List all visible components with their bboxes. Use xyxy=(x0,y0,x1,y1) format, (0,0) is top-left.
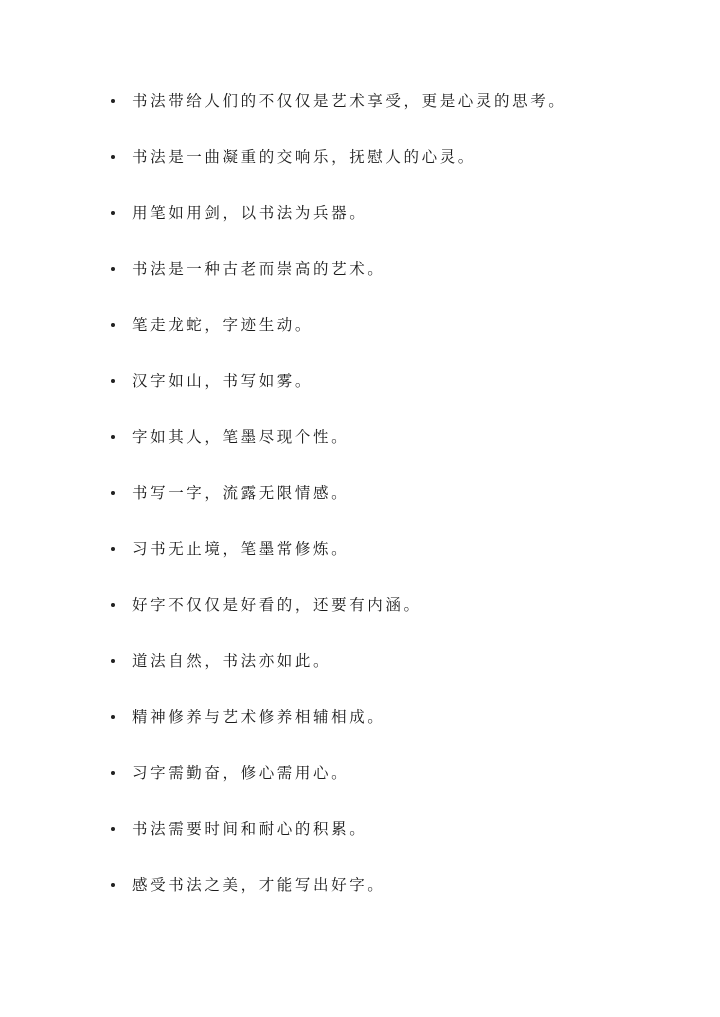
bullet-icon xyxy=(111,659,115,663)
list-item-text: 习书无止境，笔墨常修炼。 xyxy=(132,540,350,558)
list-item-text: 用笔如用剑，以书法为兵器。 xyxy=(132,204,368,222)
list-item xyxy=(0,759,720,789)
list-item xyxy=(0,479,720,509)
list-item-text: 感受书法之美，才能写出好字。 xyxy=(132,876,386,894)
list-item xyxy=(0,199,720,229)
list-item xyxy=(0,535,720,565)
bullet-icon xyxy=(111,211,115,215)
bullet-icon xyxy=(111,827,115,831)
list-item xyxy=(0,143,720,173)
bullet-icon xyxy=(111,155,115,159)
list-item-text: 书法是一种古老而崇高的艺术。 xyxy=(132,260,386,278)
list-item xyxy=(0,703,720,733)
list-item-text: 习字需勤奋，修心需用心。 xyxy=(132,764,350,782)
list-item-text: 书法是一曲凝重的交响乐，抚慰人的心灵。 xyxy=(132,148,476,166)
list-item-text: 笔走龙蛇，字迹生动。 xyxy=(132,316,314,334)
bullet-icon xyxy=(111,435,115,439)
list-item-text: 好字不仅仅是好看的，还要有内涵。 xyxy=(132,596,422,614)
bullet-icon xyxy=(111,603,115,607)
bullet-icon xyxy=(111,491,115,495)
list-item-text: 书法需要时间和耐心的积累。 xyxy=(132,820,368,838)
bullet-icon xyxy=(111,771,115,775)
list-item xyxy=(0,647,720,677)
list-item-text: 精神修养与艺术修养相辅相成。 xyxy=(132,708,386,726)
bullet-icon xyxy=(111,883,115,887)
list-item-text: 书法带给人们的不仅仅是艺术享受，更是心灵的思考。 xyxy=(132,92,567,110)
list-item-text: 书写一字，流露无限情感。 xyxy=(132,484,350,502)
bullet-icon xyxy=(111,547,115,551)
list-item xyxy=(0,367,720,397)
list-item xyxy=(0,255,720,285)
list-item-text: 汉字如山，书写如雾。 xyxy=(132,372,314,390)
bullet-icon xyxy=(111,715,115,719)
list-item-text: 字如其人，笔墨尽现个性。 xyxy=(132,428,350,446)
bullet-icon xyxy=(111,99,115,103)
list-item xyxy=(0,871,720,901)
list-item-text: 道法自然，书法亦如此。 xyxy=(132,652,332,670)
bullet-icon xyxy=(111,379,115,383)
list-item xyxy=(0,423,720,453)
bullet-icon xyxy=(111,267,115,271)
list-item xyxy=(0,815,720,845)
bullet-icon xyxy=(111,323,115,327)
list-item xyxy=(0,591,720,621)
list-item xyxy=(0,87,720,117)
list-item xyxy=(0,311,720,341)
